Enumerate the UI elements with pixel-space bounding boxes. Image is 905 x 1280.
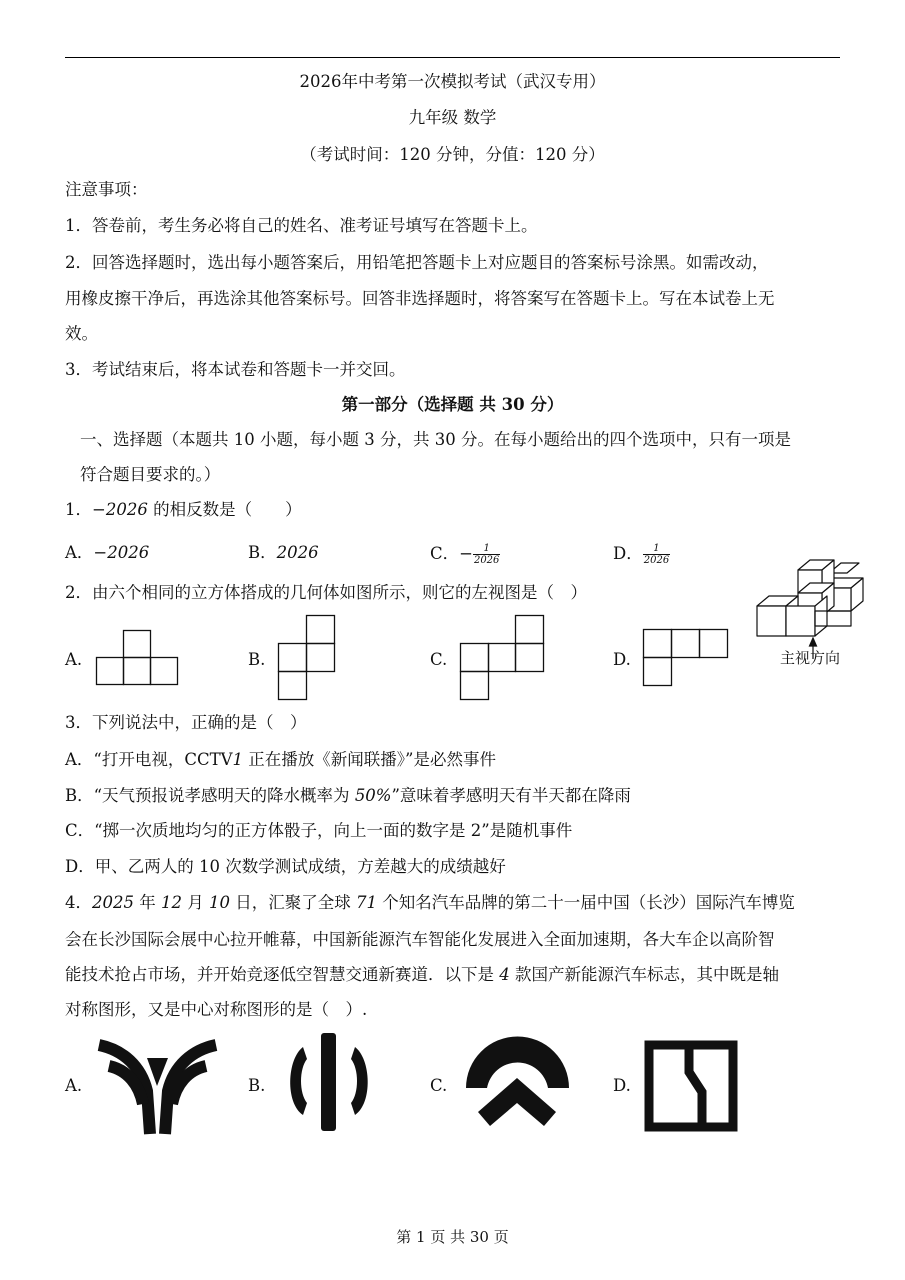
q1-option-b-label: B． xyxy=(248,543,277,562)
q2-option-b-figure[interactable] xyxy=(278,615,338,701)
q1-option-d-denominator: 2026 xyxy=(643,555,670,566)
q2-option-a-label[interactable]: A. xyxy=(65,650,83,669)
q3-option-d[interactable]: D．甲、乙两人的 10 次数学测试成绩，方差越大的成绩越好 xyxy=(65,857,506,876)
q1-option-c[interactable] xyxy=(430,543,500,566)
q1-option-d[interactable] xyxy=(613,543,670,566)
q3-option-a-num: 1 xyxy=(232,750,244,769)
q4-stem-line-4: 对称图形，又是中心对称图形的是（ ）. xyxy=(65,1000,368,1019)
q3-option-c[interactable]: C．“掷一次质地均匀的正方体骰子，向上一面的数字是 2”是随机事件 xyxy=(65,821,573,840)
exam-time-info: （考试时间：120 分钟，分值：120 分） xyxy=(300,145,605,164)
q2-stem: 2．由六个相同的立方体搭成的几何体如图所示，则它的左视图是（ ） xyxy=(65,583,587,602)
q4-option-d-logo-icon[interactable] xyxy=(644,1040,738,1132)
notes-heading: 注意事项： xyxy=(65,180,148,199)
q3-option-a[interactable] xyxy=(65,750,496,770)
q1-option-b-value: 2026 xyxy=(276,543,319,562)
q2-option-b-label[interactable]: B. xyxy=(248,650,266,669)
note-item-2-line-2: 用橡皮擦干净后，再选涂其他答案标号。回答非选择题时，将答案写在答题卡上。写在本试卷上无 xyxy=(65,289,775,308)
q2-option-d-label[interactable]: D. xyxy=(613,650,631,669)
note-item-3: 3．考试结束后，将本试卷和答题卡一并交回。 xyxy=(65,360,406,379)
q4-count: 71 xyxy=(356,893,377,912)
q4-l1-b: 年 xyxy=(134,893,161,912)
exam-subtitle: 九年级 数学 xyxy=(408,108,497,127)
q1-option-c-sign: − xyxy=(459,544,473,563)
exam-title: 2026年中考第一次模拟考试（武汉专用） xyxy=(299,72,606,91)
q4-l1-e: 个知名汽车品牌的第二十一届中国（长沙）国际汽车博览 xyxy=(377,893,795,912)
note-item-1: 1．答卷前，考生务必将自己的姓名、准考证号填写在答题卡上。 xyxy=(65,216,538,235)
q4-l1-a: 4． xyxy=(65,893,92,912)
q4-year: 2025 xyxy=(92,893,134,912)
q4-option-d-label[interactable]: D. xyxy=(613,1076,631,1095)
q1-option-d-numerator: 1 xyxy=(643,543,670,555)
q1-stem-rest: 的相反数是（ ） xyxy=(147,500,302,519)
q3-option-b-num: 50% xyxy=(354,786,392,805)
q4-option-b-logo-icon[interactable] xyxy=(277,1033,382,1133)
q4-month: 12 xyxy=(161,893,182,912)
q4-option-a-logo-icon[interactable] xyxy=(95,1036,220,1136)
q1-option-a[interactable] xyxy=(65,543,149,563)
q2-view-direction: 主视方向 xyxy=(780,649,841,667)
section-intro-line-2: 符合题目要求的。） xyxy=(80,465,221,484)
q1-option-c-denominator: 2026 xyxy=(473,555,500,566)
q1-option-d-fraction xyxy=(643,543,670,566)
section-title: 第一部分（选择题 共 30 分） xyxy=(341,395,564,414)
q1-option-b[interactable] xyxy=(248,543,319,563)
q2-option-c-figure[interactable] xyxy=(460,615,546,701)
q1-option-d-label: D． xyxy=(613,544,643,563)
q1-value: −2026 xyxy=(92,500,148,519)
page-footer: 第 1 页 共 30 页 xyxy=(396,1228,509,1246)
q3-stem: 3．下列说法中，正确的是（ ） xyxy=(65,713,307,732)
q1-option-c-fraction xyxy=(473,543,500,566)
q4-stem-line-3 xyxy=(65,965,779,985)
q4-day: 10 xyxy=(209,893,230,912)
q1-option-c-numerator: 1 xyxy=(473,543,500,555)
q4-l3-a: 能技术抢占市场，并开始竞逐低空智慧交通新赛道．以下是 xyxy=(65,965,500,984)
q3-option-b-post: ”意味着孝感明天有半天都在降雨 xyxy=(391,786,631,805)
q4-l3-b: 款国产新能源汽车标志，其中既是轴 xyxy=(509,965,779,984)
q3-option-b-pre: B．“天气预报说孝感明天的降水概率为 xyxy=(65,786,355,805)
q2-option-d-figure[interactable] xyxy=(643,629,731,687)
q4-l1-c: 月 xyxy=(182,893,209,912)
q4-option-a-label[interactable]: A. xyxy=(65,1076,83,1095)
q4-l1-d: 日，汇聚了全球 xyxy=(230,893,356,912)
note-item-2-line-3: 效。 xyxy=(65,324,98,343)
q1-option-a-label: A． xyxy=(65,543,94,562)
q3-option-a-post: 正在播放《新闻联播》”是必然事件 xyxy=(243,750,496,769)
section-intro-line-1: 一、选择题（本题共 10 小题，每小题 3 分，共 30 分。在每小题给出的四个选项中，只有一项是 xyxy=(80,430,791,449)
q1-option-a-value: −2026 xyxy=(93,543,150,562)
q2-solid-figure xyxy=(755,553,875,663)
q4-option-b-label[interactable]: B. xyxy=(248,1076,266,1095)
q1-stem xyxy=(65,500,302,520)
q4-option-c-logo-icon[interactable] xyxy=(464,1030,571,1130)
note-item-2-line-1: 2．回答选择题时，选出每小题答案后，用铅笔把答题卡上对应题目的答案标号涂黑。如需改动， xyxy=(65,253,769,272)
q1-number: 1． xyxy=(65,500,92,519)
q2-option-c-label[interactable]: C. xyxy=(430,650,448,669)
q3-option-a-pre: A．“打开电视，CCTV xyxy=(65,750,233,769)
top-rule xyxy=(65,57,840,58)
q4-logo-count: 4 xyxy=(499,965,510,984)
q3-option-b[interactable] xyxy=(65,786,631,806)
q4-option-c-label[interactable]: C. xyxy=(430,1076,448,1095)
q1-option-c-label: C． xyxy=(430,544,460,563)
q4-stem-line-1 xyxy=(65,893,795,913)
q2-option-a-figure[interactable] xyxy=(96,630,181,686)
q4-stem-line-2: 会在长沙国际会展中心拉开帷幕，中国新能源汽车智能化发展进入全面加速期，各大车企以高阶智 xyxy=(65,930,775,949)
